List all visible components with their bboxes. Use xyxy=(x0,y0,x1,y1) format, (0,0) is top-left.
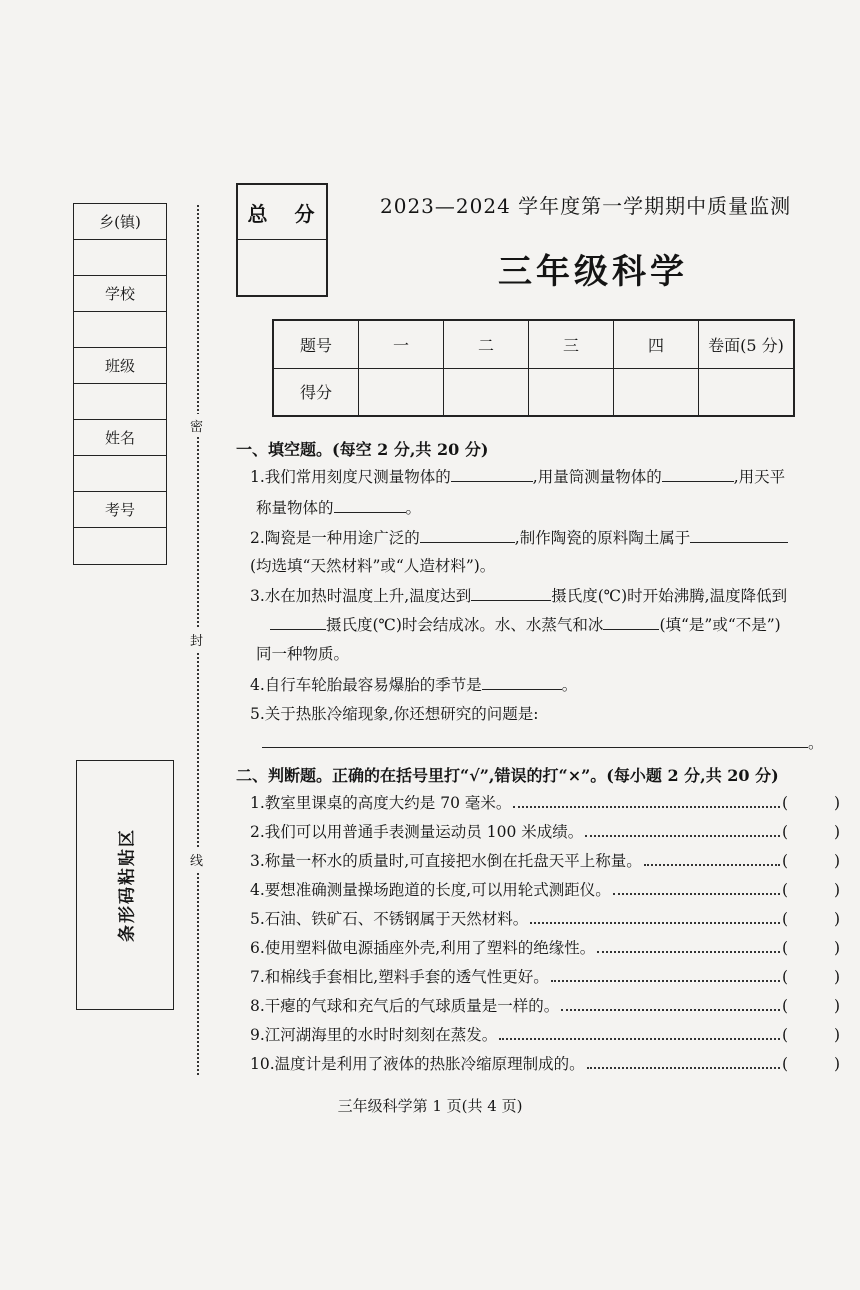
answer-parens[interactable]: ( ) xyxy=(782,968,840,986)
seal-char-mi: 密 xyxy=(190,414,203,437)
fill-question-5-answer xyxy=(262,732,824,753)
judge-item-text: 2.我们可以用普通手表测量运动员 100 米成绩。 xyxy=(250,823,584,841)
score-table-score-row xyxy=(273,368,794,416)
q3-blank-2[interactable] xyxy=(270,614,326,630)
student-info-table xyxy=(73,203,167,565)
q3-blank-1[interactable] xyxy=(471,585,551,601)
judge-item xyxy=(250,1025,840,1045)
judge-item-text: 9.江河湖海里的水时时刻刻在蒸发。 xyxy=(250,1026,498,1044)
score-table-header: 题号 xyxy=(273,320,359,368)
judge-item-text: 4.要想准确测量操场跑道的长度,可以用轮式测距仪。 xyxy=(250,881,611,899)
score-table-header: 三 xyxy=(529,320,614,368)
q1-text-d: 称量物体的 xyxy=(256,499,334,517)
score-cell[interactable] xyxy=(444,368,529,416)
judge-item xyxy=(250,996,840,1016)
answer-parens[interactable]: ( ) xyxy=(782,910,840,928)
page-footer: 三年级科学第 1 页(共 4 页) xyxy=(337,1097,523,1115)
judge-item xyxy=(250,851,840,871)
q4-blank[interactable] xyxy=(482,674,562,690)
q5-blank[interactable] xyxy=(262,732,808,748)
fill-question-3-end: 同一种物质。 xyxy=(256,645,350,663)
barcode-label: 条形码粘贴区 xyxy=(117,828,138,942)
q2-text-b: ,制作陶瓷的原料陶土属于 xyxy=(514,529,691,547)
judge-item xyxy=(250,822,840,842)
score-table-header: 四 xyxy=(614,320,699,368)
judge-item xyxy=(250,967,840,987)
judge-item xyxy=(250,1054,840,1074)
score-table-header: 二 xyxy=(444,320,529,368)
q1-text-a: 1.我们常用刻度尺测量物体的 xyxy=(250,468,451,486)
score-cell[interactable] xyxy=(614,368,699,416)
answer-parens[interactable]: ( ) xyxy=(782,1055,840,1073)
judge-item xyxy=(250,880,840,900)
score-cell[interactable] xyxy=(529,368,614,416)
total-score-field[interactable] xyxy=(238,240,326,292)
label-exam-number: 考号 xyxy=(74,492,166,528)
judge-item-text: 1.教室里课桌的高度大约是 70 毫米。 xyxy=(250,794,512,812)
label-school: 学校 xyxy=(74,276,166,312)
score-table-header-row xyxy=(273,320,794,368)
seal-char-feng: 封 xyxy=(190,628,203,651)
judge-item-text: 6.使用塑料做电源插座外壳,利用了塑料的绝缘性。 xyxy=(250,939,596,957)
judge-item xyxy=(250,938,840,958)
q1-blank-2[interactable] xyxy=(662,466,734,482)
exam-title: 2023—2024 学年度第一学期期中质量监测 xyxy=(380,194,792,218)
q4-text-b: 。 xyxy=(561,676,578,694)
judge-item-text: 10.温度计是利用了液体的热胀冷缩原理制成的。 xyxy=(250,1055,585,1073)
seal-char-xian: 线 xyxy=(190,848,203,871)
fill-question-4 xyxy=(250,674,577,695)
score-row-label: 得分 xyxy=(273,368,359,416)
subject-title: 三年级科学 xyxy=(498,252,688,292)
section1-title: 一、填空题。(每空 2 分,共 20 分) xyxy=(236,440,489,459)
judge-item-text: 5.石油、铁矿石、不锈钢属于天然材料。 xyxy=(250,910,529,928)
q3-blank-3[interactable] xyxy=(603,614,659,630)
q5-text-b: 。 xyxy=(808,734,824,752)
q1-text-c: ,用天平 xyxy=(733,468,786,486)
q3-text-a: 3.水在加热时温度上升,温度达到 xyxy=(250,587,472,605)
section2-title: 二、判断题。正确的在括号里打“√”,错误的打“×”。(每小题 2 分,共 20 分) xyxy=(236,766,779,785)
q3-text-b: 摄氏度(℃)时开始沸腾,温度降低到 xyxy=(551,587,788,605)
judge-item-text: 7.和棉线手套相比,塑料手套的透气性更好。 xyxy=(250,968,549,986)
judge-item-text: 8.干瘪的气球和充气后的气球质量是一样的。 xyxy=(250,997,560,1015)
answer-parens[interactable]: ( ) xyxy=(782,823,840,841)
label-class: 班级 xyxy=(74,348,166,384)
score-table-header: 一 xyxy=(359,320,444,368)
fill-question-5: 5.关于热胀冷缩现象,你还想研究的问题是: xyxy=(250,705,539,723)
q3-text-c: 摄氏度(℃)时会结成冰。水、水蒸气和冰 xyxy=(326,616,604,634)
answer-parens[interactable]: ( ) xyxy=(782,939,840,957)
barcode-area xyxy=(76,760,174,1010)
q2-blank-1[interactable] xyxy=(420,527,515,543)
q2-text-a: 2.陶瓷是一种用途广泛的 xyxy=(250,529,420,547)
total-score-label: 总 分 xyxy=(238,185,326,240)
q1-blank-3[interactable] xyxy=(334,497,406,513)
q2-blank-2[interactable] xyxy=(690,527,788,543)
score-cell[interactable] xyxy=(359,368,444,416)
judge-item xyxy=(250,909,840,929)
score-table-header: 卷面(5 分) xyxy=(699,320,795,368)
answer-parens[interactable]: ( ) xyxy=(782,852,840,870)
field-exam-number[interactable] xyxy=(74,528,166,564)
fill-question-1 xyxy=(250,466,785,487)
judge-item-text: 3.称量一杯水的质量时,可直接把水倒在托盘天平上称量。 xyxy=(250,852,642,870)
answer-parens[interactable]: ( ) xyxy=(782,1026,840,1044)
fill-question-2-cont: (均选填“天然材料”或“人造材料”)。 xyxy=(250,557,496,575)
answer-parens[interactable]: ( ) xyxy=(782,997,840,1015)
q3-text-d: (填“是”或“不是”) xyxy=(659,616,781,634)
label-township: 乡(镇) xyxy=(74,204,166,240)
answer-parens[interactable]: ( ) xyxy=(782,794,840,812)
fill-question-1-cont xyxy=(256,497,421,518)
field-name[interactable] xyxy=(74,456,166,492)
judge-item xyxy=(250,793,840,813)
q1-text-e: 。 xyxy=(405,499,422,517)
fill-question-2 xyxy=(250,527,788,548)
q1-blank-1[interactable] xyxy=(451,466,533,482)
fill-question-3-cont xyxy=(270,614,781,635)
field-township[interactable] xyxy=(74,240,166,276)
field-class[interactable] xyxy=(74,384,166,420)
q1-text-b: ,用量筒测量物体的 xyxy=(532,468,662,486)
q4-text-a: 4.自行车轮胎最容易爆胎的季节是 xyxy=(250,676,482,694)
answer-parens[interactable]: ( ) xyxy=(782,881,840,899)
field-school[interactable] xyxy=(74,312,166,348)
label-name: 姓名 xyxy=(74,420,166,456)
score-cell[interactable] xyxy=(699,368,795,416)
fill-question-3 xyxy=(250,585,787,606)
total-score-box xyxy=(236,183,328,297)
score-table xyxy=(272,319,795,417)
